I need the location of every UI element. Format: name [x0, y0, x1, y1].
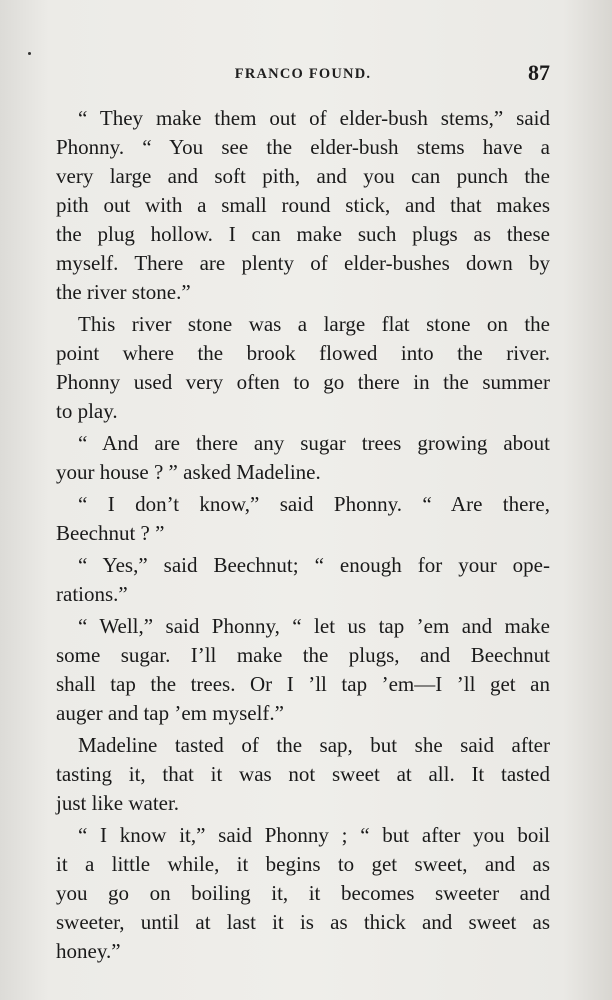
text-line: the river stone.”	[56, 280, 191, 304]
text-line: honey.”	[56, 939, 121, 963]
text-line: pith out with a small round stick, and that makes	[56, 193, 550, 217]
text-line: Phonny used very often to go there in the summer	[56, 370, 550, 394]
text-line: point where the brook flowed into the river.	[56, 341, 550, 365]
text-line: “ They make them out of elder-bush stems,” said	[78, 106, 550, 130]
page-header	[56, 60, 550, 92]
text-line: Madeline tasted of the sap, but she said after	[78, 733, 550, 757]
text-line: “ Yes,” said Beechnut; “ enough for your ope-	[78, 553, 550, 577]
paragraph	[56, 551, 550, 609]
text-line: you go on boiling it, it becomes sweeter and	[56, 881, 550, 905]
ink-speck	[28, 52, 31, 55]
text-line: your house ? ” asked Madeline.	[56, 460, 321, 484]
text-line: This river stone was a large flat stone on the	[78, 312, 550, 336]
text-line: auger and tap ’em myself.”	[56, 701, 284, 725]
text-line: “ Well,” said Phonny, “ let us tap ’em and make	[78, 614, 550, 638]
text-line: it a little while, it begins to get sweet, and as	[56, 852, 550, 876]
text-line: the plug hollow. I can make such plugs as these	[56, 222, 550, 246]
text-line: rations.”	[56, 582, 128, 606]
text-line: sweeter, until at last it is as thick and sweet as	[56, 910, 550, 934]
text-line: tasting it, that it was not sweet at all. It tasted	[56, 762, 550, 786]
text-line: “ And are there any sugar trees growing about	[78, 431, 550, 455]
paragraph	[56, 310, 550, 426]
text-line: myself. There are plenty of elder-bushes down by	[56, 251, 550, 275]
running-head: FRANCO FOUND.	[234, 66, 372, 82]
paragraph	[56, 731, 550, 818]
text-line: shall tap the trees. Or I ’ll tap ’em—I ’ll get an	[56, 672, 550, 696]
text-line: just like water.	[56, 791, 180, 815]
body-text	[56, 104, 550, 966]
text-line: “ I don’t know,” said Phonny. “ Are there,	[78, 492, 550, 516]
text-line: Phonny. “ You see the elder-bush stems have a	[56, 135, 550, 159]
text-line: to play.	[56, 399, 118, 423]
paragraph	[56, 429, 550, 487]
paragraph	[56, 490, 550, 548]
text-line: very large and soft pith, and you can punch the	[56, 164, 550, 188]
text-line: “ I know it,” said Phonny ; “ but after you boil	[78, 823, 550, 847]
paragraph	[56, 612, 550, 728]
text-line: Beechnut ? ”	[56, 521, 165, 545]
text-line: some sugar. I’ll make the plugs, and Beechnut	[56, 643, 550, 667]
paragraph	[56, 821, 550, 966]
page-number: 87	[528, 60, 550, 85]
paragraph	[56, 104, 550, 307]
